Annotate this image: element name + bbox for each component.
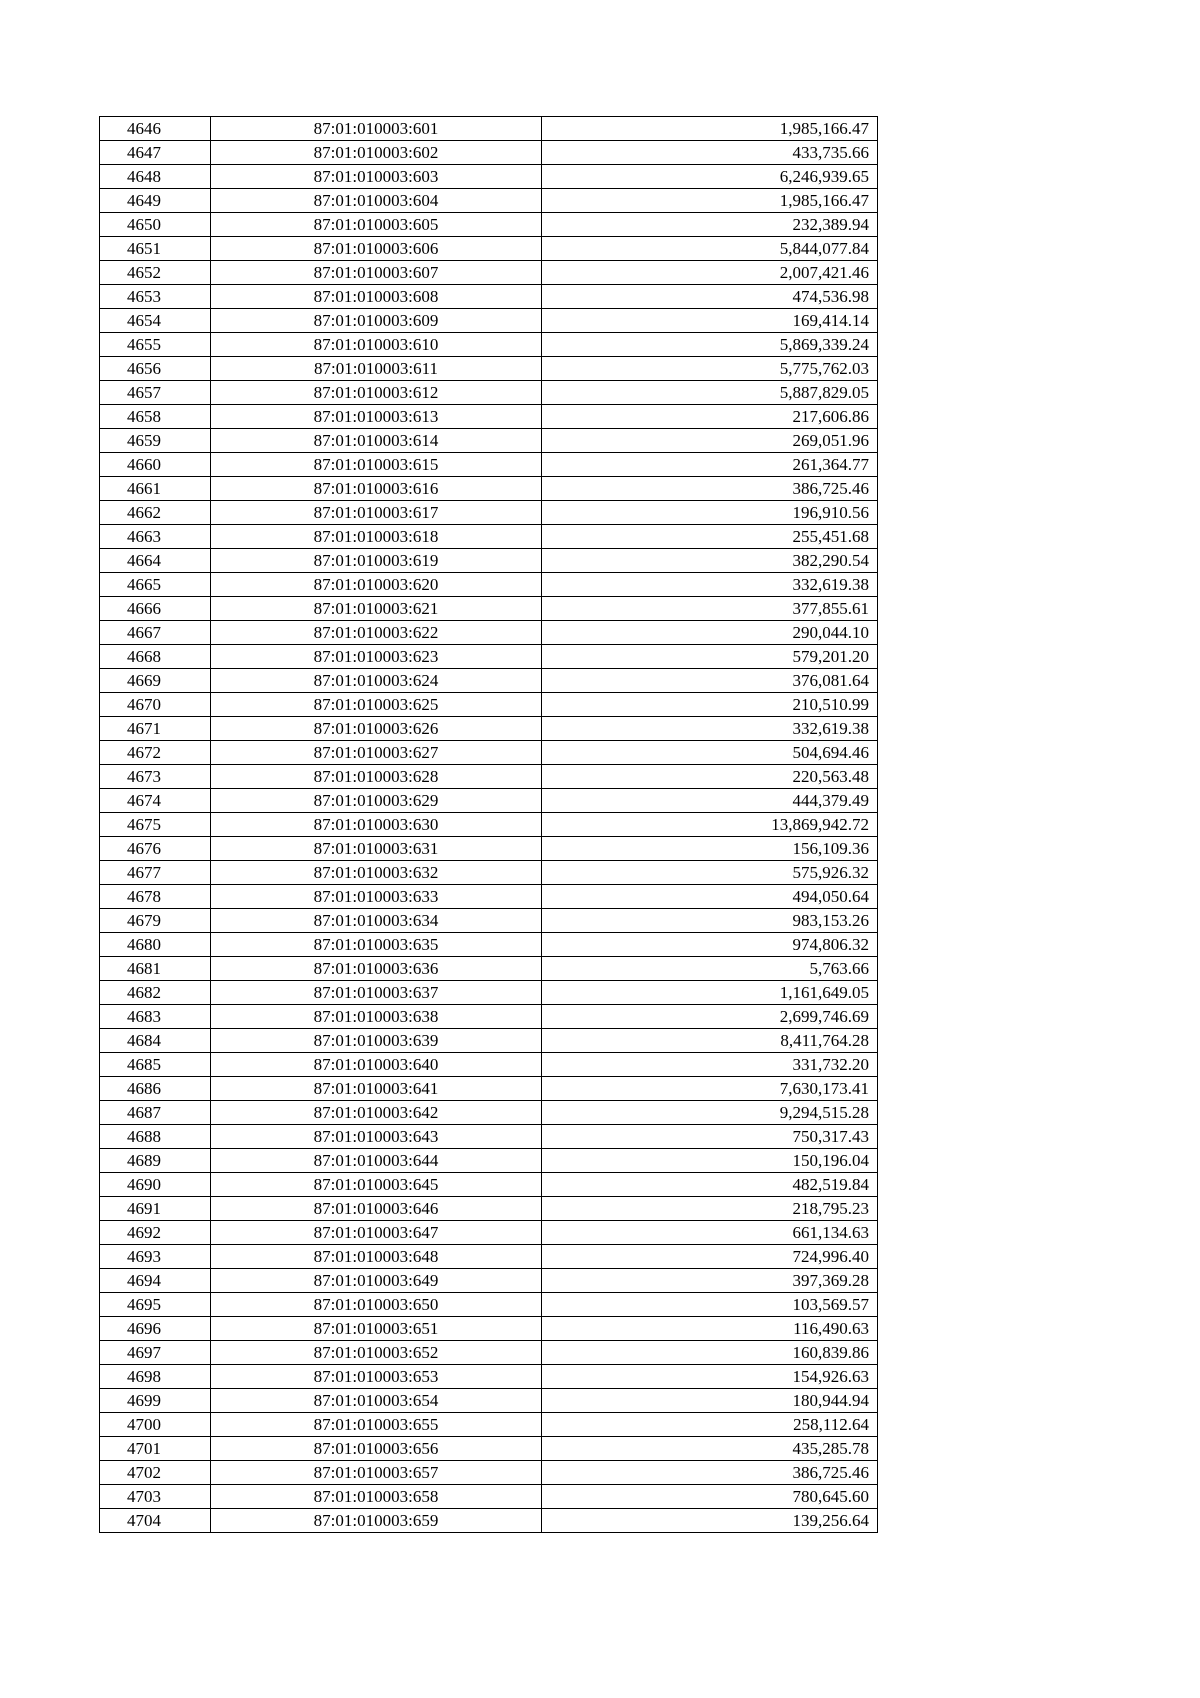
row-number-cell: 4657 [100, 381, 211, 405]
table-row [100, 285, 878, 309]
value-cell: 482,519.84 [542, 1173, 878, 1197]
cadastral-number-cell: 87:01:010003:615 [211, 453, 542, 477]
row-number-cell: 4695 [100, 1293, 211, 1317]
row-number-cell: 4681 [100, 957, 211, 981]
row-number-cell: 4678 [100, 885, 211, 909]
row-number-cell: 4688 [100, 1125, 211, 1149]
value-cell: 332,619.38 [542, 573, 878, 597]
row-number-cell: 4674 [100, 789, 211, 813]
value-cell: 220,563.48 [542, 765, 878, 789]
value-cell: 258,112.64 [542, 1413, 878, 1437]
value-cell: 579,201.20 [542, 645, 878, 669]
value-cell: 261,364.77 [542, 453, 878, 477]
cadastral-number-cell: 87:01:010003:601 [211, 117, 542, 141]
cadastral-number-cell: 87:01:010003:638 [211, 1005, 542, 1029]
table-row [100, 1365, 878, 1389]
value-cell: 332,619.38 [542, 717, 878, 741]
value-cell: 433,735.66 [542, 141, 878, 165]
row-number-cell: 4679 [100, 909, 211, 933]
value-cell: 376,081.64 [542, 669, 878, 693]
table-row [100, 909, 878, 933]
value-cell: 504,694.46 [542, 741, 878, 765]
value-cell: 160,839.86 [542, 1341, 878, 1365]
cadastral-number-cell: 87:01:010003:614 [211, 429, 542, 453]
cadastral-number-cell: 87:01:010003:624 [211, 669, 542, 693]
row-number-cell: 4663 [100, 525, 211, 549]
row-number-cell: 4682 [100, 981, 211, 1005]
row-number-cell: 4698 [100, 1365, 211, 1389]
table-body [100, 117, 878, 1533]
table-row [100, 261, 878, 285]
cadastral-number-cell: 87:01:010003:625 [211, 693, 542, 717]
value-cell: 780,645.60 [542, 1485, 878, 1509]
cadastral-number-cell: 87:01:010003:629 [211, 789, 542, 813]
row-number-cell: 4680 [100, 933, 211, 957]
value-cell: 156,109.36 [542, 837, 878, 861]
cadastral-number-cell: 87:01:010003:627 [211, 741, 542, 765]
value-cell: 180,944.94 [542, 1389, 878, 1413]
row-number-cell: 4667 [100, 621, 211, 645]
cadastral-number-cell: 87:01:010003:646 [211, 1197, 542, 1221]
cadastral-number-cell: 87:01:010003:628 [211, 765, 542, 789]
row-number-cell: 4670 [100, 693, 211, 717]
cadastral-number-cell: 87:01:010003:651 [211, 1317, 542, 1341]
value-cell: 386,725.46 [542, 477, 878, 501]
table-row [100, 1197, 878, 1221]
cadastral-number-cell: 87:01:010003:616 [211, 477, 542, 501]
cadastral-number-cell: 87:01:010003:641 [211, 1077, 542, 1101]
table-row [100, 741, 878, 765]
row-number-cell: 4659 [100, 429, 211, 453]
table-row [100, 237, 878, 261]
cadastral-number-cell: 87:01:010003:648 [211, 1245, 542, 1269]
value-cell: 1,985,166.47 [542, 117, 878, 141]
cadastral-number-cell: 87:01:010003:623 [211, 645, 542, 669]
value-cell: 116,490.63 [542, 1317, 878, 1341]
value-cell: 661,134.63 [542, 1221, 878, 1245]
value-cell: 5,887,829.05 [542, 381, 878, 405]
table-row [100, 789, 878, 813]
value-cell: 5,775,762.03 [542, 357, 878, 381]
row-number-cell: 4703 [100, 1485, 211, 1509]
row-number-cell: 4652 [100, 261, 211, 285]
table-row [100, 1293, 878, 1317]
table-row [100, 1125, 878, 1149]
table-row [100, 1269, 878, 1293]
cadastral-number-cell: 87:01:010003:603 [211, 165, 542, 189]
table-row [100, 429, 878, 453]
row-number-cell: 4697 [100, 1341, 211, 1365]
table-row [100, 501, 878, 525]
table-row [100, 189, 878, 213]
row-number-cell: 4673 [100, 765, 211, 789]
table-row [100, 1509, 878, 1533]
table-row [100, 1341, 878, 1365]
table-row [100, 549, 878, 573]
value-cell: 232,389.94 [542, 213, 878, 237]
cadastral-number-cell: 87:01:010003:635 [211, 933, 542, 957]
value-cell: 974,806.32 [542, 933, 878, 957]
cadastral-number-cell: 87:01:010003:618 [211, 525, 542, 549]
cadastral-number-cell: 87:01:010003:636 [211, 957, 542, 981]
table-row [100, 117, 878, 141]
cadastral-number-cell: 87:01:010003:617 [211, 501, 542, 525]
row-number-cell: 4693 [100, 1245, 211, 1269]
value-cell: 169,414.14 [542, 309, 878, 333]
value-cell: 150,196.04 [542, 1149, 878, 1173]
table-row [100, 333, 878, 357]
cadastral-number-cell: 87:01:010003:612 [211, 381, 542, 405]
value-cell: 2,699,746.69 [542, 1005, 878, 1029]
table-row [100, 525, 878, 549]
row-number-cell: 4683 [100, 1005, 211, 1029]
value-cell: 218,795.23 [542, 1197, 878, 1221]
row-number-cell: 4704 [100, 1509, 211, 1533]
table-row [100, 861, 878, 885]
value-cell: 386,725.46 [542, 1461, 878, 1485]
row-number-cell: 4672 [100, 741, 211, 765]
cadastral-number-cell: 87:01:010003:613 [211, 405, 542, 429]
row-number-cell: 4669 [100, 669, 211, 693]
cadastral-number-cell: 87:01:010003:654 [211, 1389, 542, 1413]
cadastral-number-cell: 87:01:010003:644 [211, 1149, 542, 1173]
table-row [100, 213, 878, 237]
cadastral-number-cell: 87:01:010003:607 [211, 261, 542, 285]
value-cell: 5,844,077.84 [542, 237, 878, 261]
row-number-cell: 4665 [100, 573, 211, 597]
row-number-cell: 4690 [100, 1173, 211, 1197]
value-cell: 217,606.86 [542, 405, 878, 429]
table-row [100, 357, 878, 381]
cadastral-number-cell: 87:01:010003:656 [211, 1437, 542, 1461]
row-number-cell: 4676 [100, 837, 211, 861]
value-cell: 2,007,421.46 [542, 261, 878, 285]
cadastral-number-cell: 87:01:010003:637 [211, 981, 542, 1005]
table-row [100, 1029, 878, 1053]
row-number-cell: 4656 [100, 357, 211, 381]
cadastral-number-cell: 87:01:010003:640 [211, 1053, 542, 1077]
cadastral-number-cell: 87:01:010003:622 [211, 621, 542, 645]
cadastral-number-cell: 87:01:010003:606 [211, 237, 542, 261]
row-number-cell: 4650 [100, 213, 211, 237]
value-cell: 196,910.56 [542, 501, 878, 525]
value-cell: 575,926.32 [542, 861, 878, 885]
table-row [100, 717, 878, 741]
cadastral-number-cell: 87:01:010003:631 [211, 837, 542, 861]
row-number-cell: 4648 [100, 165, 211, 189]
table-row [100, 765, 878, 789]
cadastral-number-cell: 87:01:010003:642 [211, 1101, 542, 1125]
value-cell: 382,290.54 [542, 549, 878, 573]
table-row [100, 477, 878, 501]
table-row [100, 1173, 878, 1197]
table-row [100, 1413, 878, 1437]
table-row [100, 1077, 878, 1101]
table-row [100, 1221, 878, 1245]
table-row [100, 693, 878, 717]
table-row [100, 1149, 878, 1173]
value-cell: 154,926.63 [542, 1365, 878, 1389]
cadastral-number-cell: 87:01:010003:653 [211, 1365, 542, 1389]
row-number-cell: 4687 [100, 1101, 211, 1125]
value-cell: 139,256.64 [542, 1509, 878, 1533]
table-row [100, 165, 878, 189]
cadastral-number-cell: 87:01:010003:608 [211, 285, 542, 309]
row-number-cell: 4662 [100, 501, 211, 525]
table-row [100, 1245, 878, 1269]
table-row [100, 1485, 878, 1509]
row-number-cell: 4653 [100, 285, 211, 309]
table-row [100, 645, 878, 669]
cadastral-number-cell: 87:01:010003:630 [211, 813, 542, 837]
row-number-cell: 4649 [100, 189, 211, 213]
value-cell: 9,294,515.28 [542, 1101, 878, 1125]
cadastral-value-table [99, 116, 878, 1533]
cadastral-number-cell: 87:01:010003:604 [211, 189, 542, 213]
cadastral-number-cell: 87:01:010003:602 [211, 141, 542, 165]
value-cell: 377,855.61 [542, 597, 878, 621]
row-number-cell: 4694 [100, 1269, 211, 1293]
row-number-cell: 4689 [100, 1149, 211, 1173]
row-number-cell: 4696 [100, 1317, 211, 1341]
value-cell: 494,050.64 [542, 885, 878, 909]
value-cell: 1,161,649.05 [542, 981, 878, 1005]
table-row [100, 885, 878, 909]
value-cell: 474,536.98 [542, 285, 878, 309]
row-number-cell: 4701 [100, 1437, 211, 1461]
cadastral-number-cell: 87:01:010003:610 [211, 333, 542, 357]
table-row [100, 573, 878, 597]
row-number-cell: 4654 [100, 309, 211, 333]
cadastral-number-cell: 87:01:010003:621 [211, 597, 542, 621]
row-number-cell: 4692 [100, 1221, 211, 1245]
cadastral-number-cell: 87:01:010003:634 [211, 909, 542, 933]
value-cell: 290,044.10 [542, 621, 878, 645]
row-number-cell: 4658 [100, 405, 211, 429]
row-number-cell: 4685 [100, 1053, 211, 1077]
cadastral-number-cell: 87:01:010003:650 [211, 1293, 542, 1317]
cadastral-number-cell: 87:01:010003:611 [211, 357, 542, 381]
table-row [100, 837, 878, 861]
cadastral-number-cell: 87:01:010003:639 [211, 1029, 542, 1053]
value-cell: 435,285.78 [542, 1437, 878, 1461]
value-cell: 255,451.68 [542, 525, 878, 549]
table-row [100, 1053, 878, 1077]
row-number-cell: 4686 [100, 1077, 211, 1101]
row-number-cell: 4699 [100, 1389, 211, 1413]
value-cell: 331,732.20 [542, 1053, 878, 1077]
row-number-cell: 4651 [100, 237, 211, 261]
row-number-cell: 4647 [100, 141, 211, 165]
cadastral-number-cell: 87:01:010003:643 [211, 1125, 542, 1149]
cadastral-number-cell: 87:01:010003:659 [211, 1509, 542, 1533]
row-number-cell: 4661 [100, 477, 211, 501]
row-number-cell: 4660 [100, 453, 211, 477]
cadastral-number-cell: 87:01:010003:633 [211, 885, 542, 909]
value-cell: 210,510.99 [542, 693, 878, 717]
value-cell: 5,869,339.24 [542, 333, 878, 357]
table-row [100, 141, 878, 165]
table-row [100, 1005, 878, 1029]
value-cell: 6,246,939.65 [542, 165, 878, 189]
cadastral-number-cell: 87:01:010003:655 [211, 1413, 542, 1437]
value-cell: 7,630,173.41 [542, 1077, 878, 1101]
table-row [100, 981, 878, 1005]
cadastral-number-cell: 87:01:010003:649 [211, 1269, 542, 1293]
table-row [100, 1101, 878, 1125]
cadastral-number-cell: 87:01:010003:658 [211, 1485, 542, 1509]
row-number-cell: 4646 [100, 117, 211, 141]
value-cell: 983,153.26 [542, 909, 878, 933]
cadastral-number-cell: 87:01:010003:657 [211, 1461, 542, 1485]
value-cell: 1,985,166.47 [542, 189, 878, 213]
row-number-cell: 4668 [100, 645, 211, 669]
row-number-cell: 4702 [100, 1461, 211, 1485]
value-cell: 5,763.66 [542, 957, 878, 981]
cadastral-number-cell: 87:01:010003:619 [211, 549, 542, 573]
row-number-cell: 4666 [100, 597, 211, 621]
value-cell: 269,051.96 [542, 429, 878, 453]
value-cell: 13,869,942.72 [542, 813, 878, 837]
row-number-cell: 4655 [100, 333, 211, 357]
table-row [100, 813, 878, 837]
row-number-cell: 4684 [100, 1029, 211, 1053]
cadastral-number-cell: 87:01:010003:632 [211, 861, 542, 885]
cadastral-number-cell: 87:01:010003:652 [211, 1341, 542, 1365]
cadastral-number-cell: 87:01:010003:626 [211, 717, 542, 741]
table-row [100, 1389, 878, 1413]
row-number-cell: 4675 [100, 813, 211, 837]
table-row [100, 1461, 878, 1485]
cadastral-number-cell: 87:01:010003:609 [211, 309, 542, 333]
row-number-cell: 4700 [100, 1413, 211, 1437]
table-row [100, 933, 878, 957]
value-cell: 724,996.40 [542, 1245, 878, 1269]
table-row [100, 597, 878, 621]
row-number-cell: 4677 [100, 861, 211, 885]
table-row [100, 453, 878, 477]
value-cell: 750,317.43 [542, 1125, 878, 1149]
row-number-cell: 4691 [100, 1197, 211, 1221]
cadastral-number-cell: 87:01:010003:647 [211, 1221, 542, 1245]
value-cell: 397,369.28 [542, 1269, 878, 1293]
table-row [100, 621, 878, 645]
value-cell: 8,411,764.28 [542, 1029, 878, 1053]
table-row [100, 309, 878, 333]
table-row [100, 381, 878, 405]
cadastral-number-cell: 87:01:010003:605 [211, 213, 542, 237]
row-number-cell: 4671 [100, 717, 211, 741]
cadastral-number-cell: 87:01:010003:645 [211, 1173, 542, 1197]
row-number-cell: 4664 [100, 549, 211, 573]
table-row [100, 669, 878, 693]
cadastral-number-cell: 87:01:010003:620 [211, 573, 542, 597]
table-row [100, 1317, 878, 1341]
value-cell: 103,569.57 [542, 1293, 878, 1317]
table-row [100, 1437, 878, 1461]
table-row [100, 957, 878, 981]
table-row [100, 405, 878, 429]
value-cell: 444,379.49 [542, 789, 878, 813]
